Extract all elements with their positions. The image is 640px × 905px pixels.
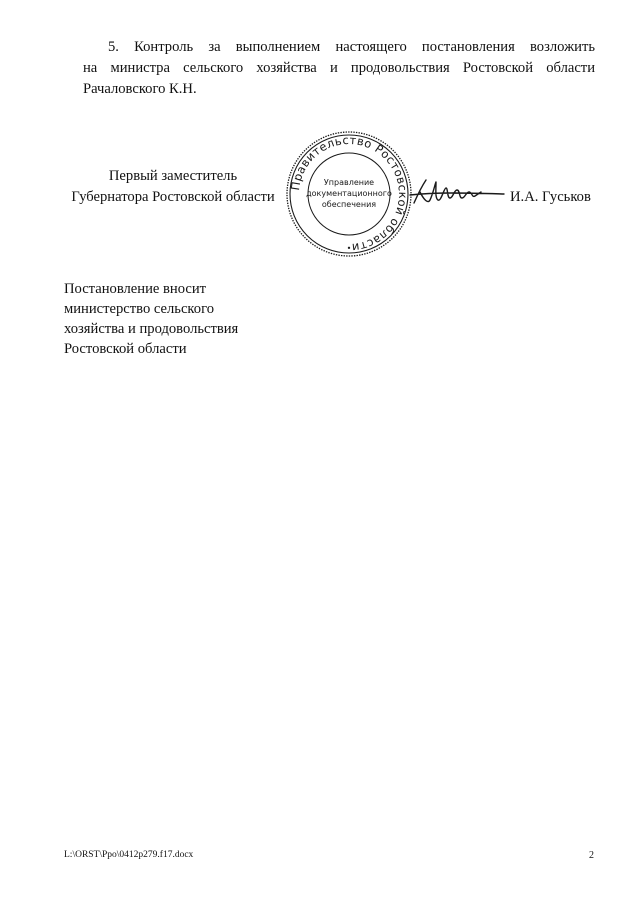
stamp-star-icon: • <box>346 244 352 253</box>
stamp-ring-text: Правительство Ростовской области <box>288 132 411 256</box>
submitted-by-line: министерство сельского <box>64 301 214 317</box>
footer-file-path: L:\ORST\Ppo\0412p279.f17.docx <box>64 850 194 860</box>
submitted-by-line: Постановление вносит <box>64 281 207 297</box>
signer-title <box>60 166 286 208</box>
signer-title-line: Губернатора Ростовской области <box>71 189 275 205</box>
paragraph-line: Рачаловского К.Н. <box>83 81 197 97</box>
stamp-center-line: документационного <box>306 189 392 198</box>
submitted-by-note <box>64 279 238 359</box>
control-paragraph <box>83 37 595 100</box>
signer-title-line: Первый заместитель <box>108 168 238 184</box>
signer-name: И.А. Гуськов <box>510 189 591 205</box>
submitted-by-line: хозяйства и продовольствия <box>64 321 239 337</box>
stamp-center-line: обеспечения <box>321 200 377 209</box>
paragraph-line: на министра сельского хозяйства и продовольствия Ростовской области <box>83 60 595 76</box>
official-seal-stamp <box>284 129 414 259</box>
submitted-by-line: Ростовской области <box>64 341 187 357</box>
handwritten-signature <box>408 176 508 208</box>
stamp-center-line: Управление <box>323 178 375 187</box>
page-number: 2 <box>589 850 594 861</box>
paragraph-line: 5. Контроль за выполнением настоящего постановления возложить <box>108 39 595 55</box>
